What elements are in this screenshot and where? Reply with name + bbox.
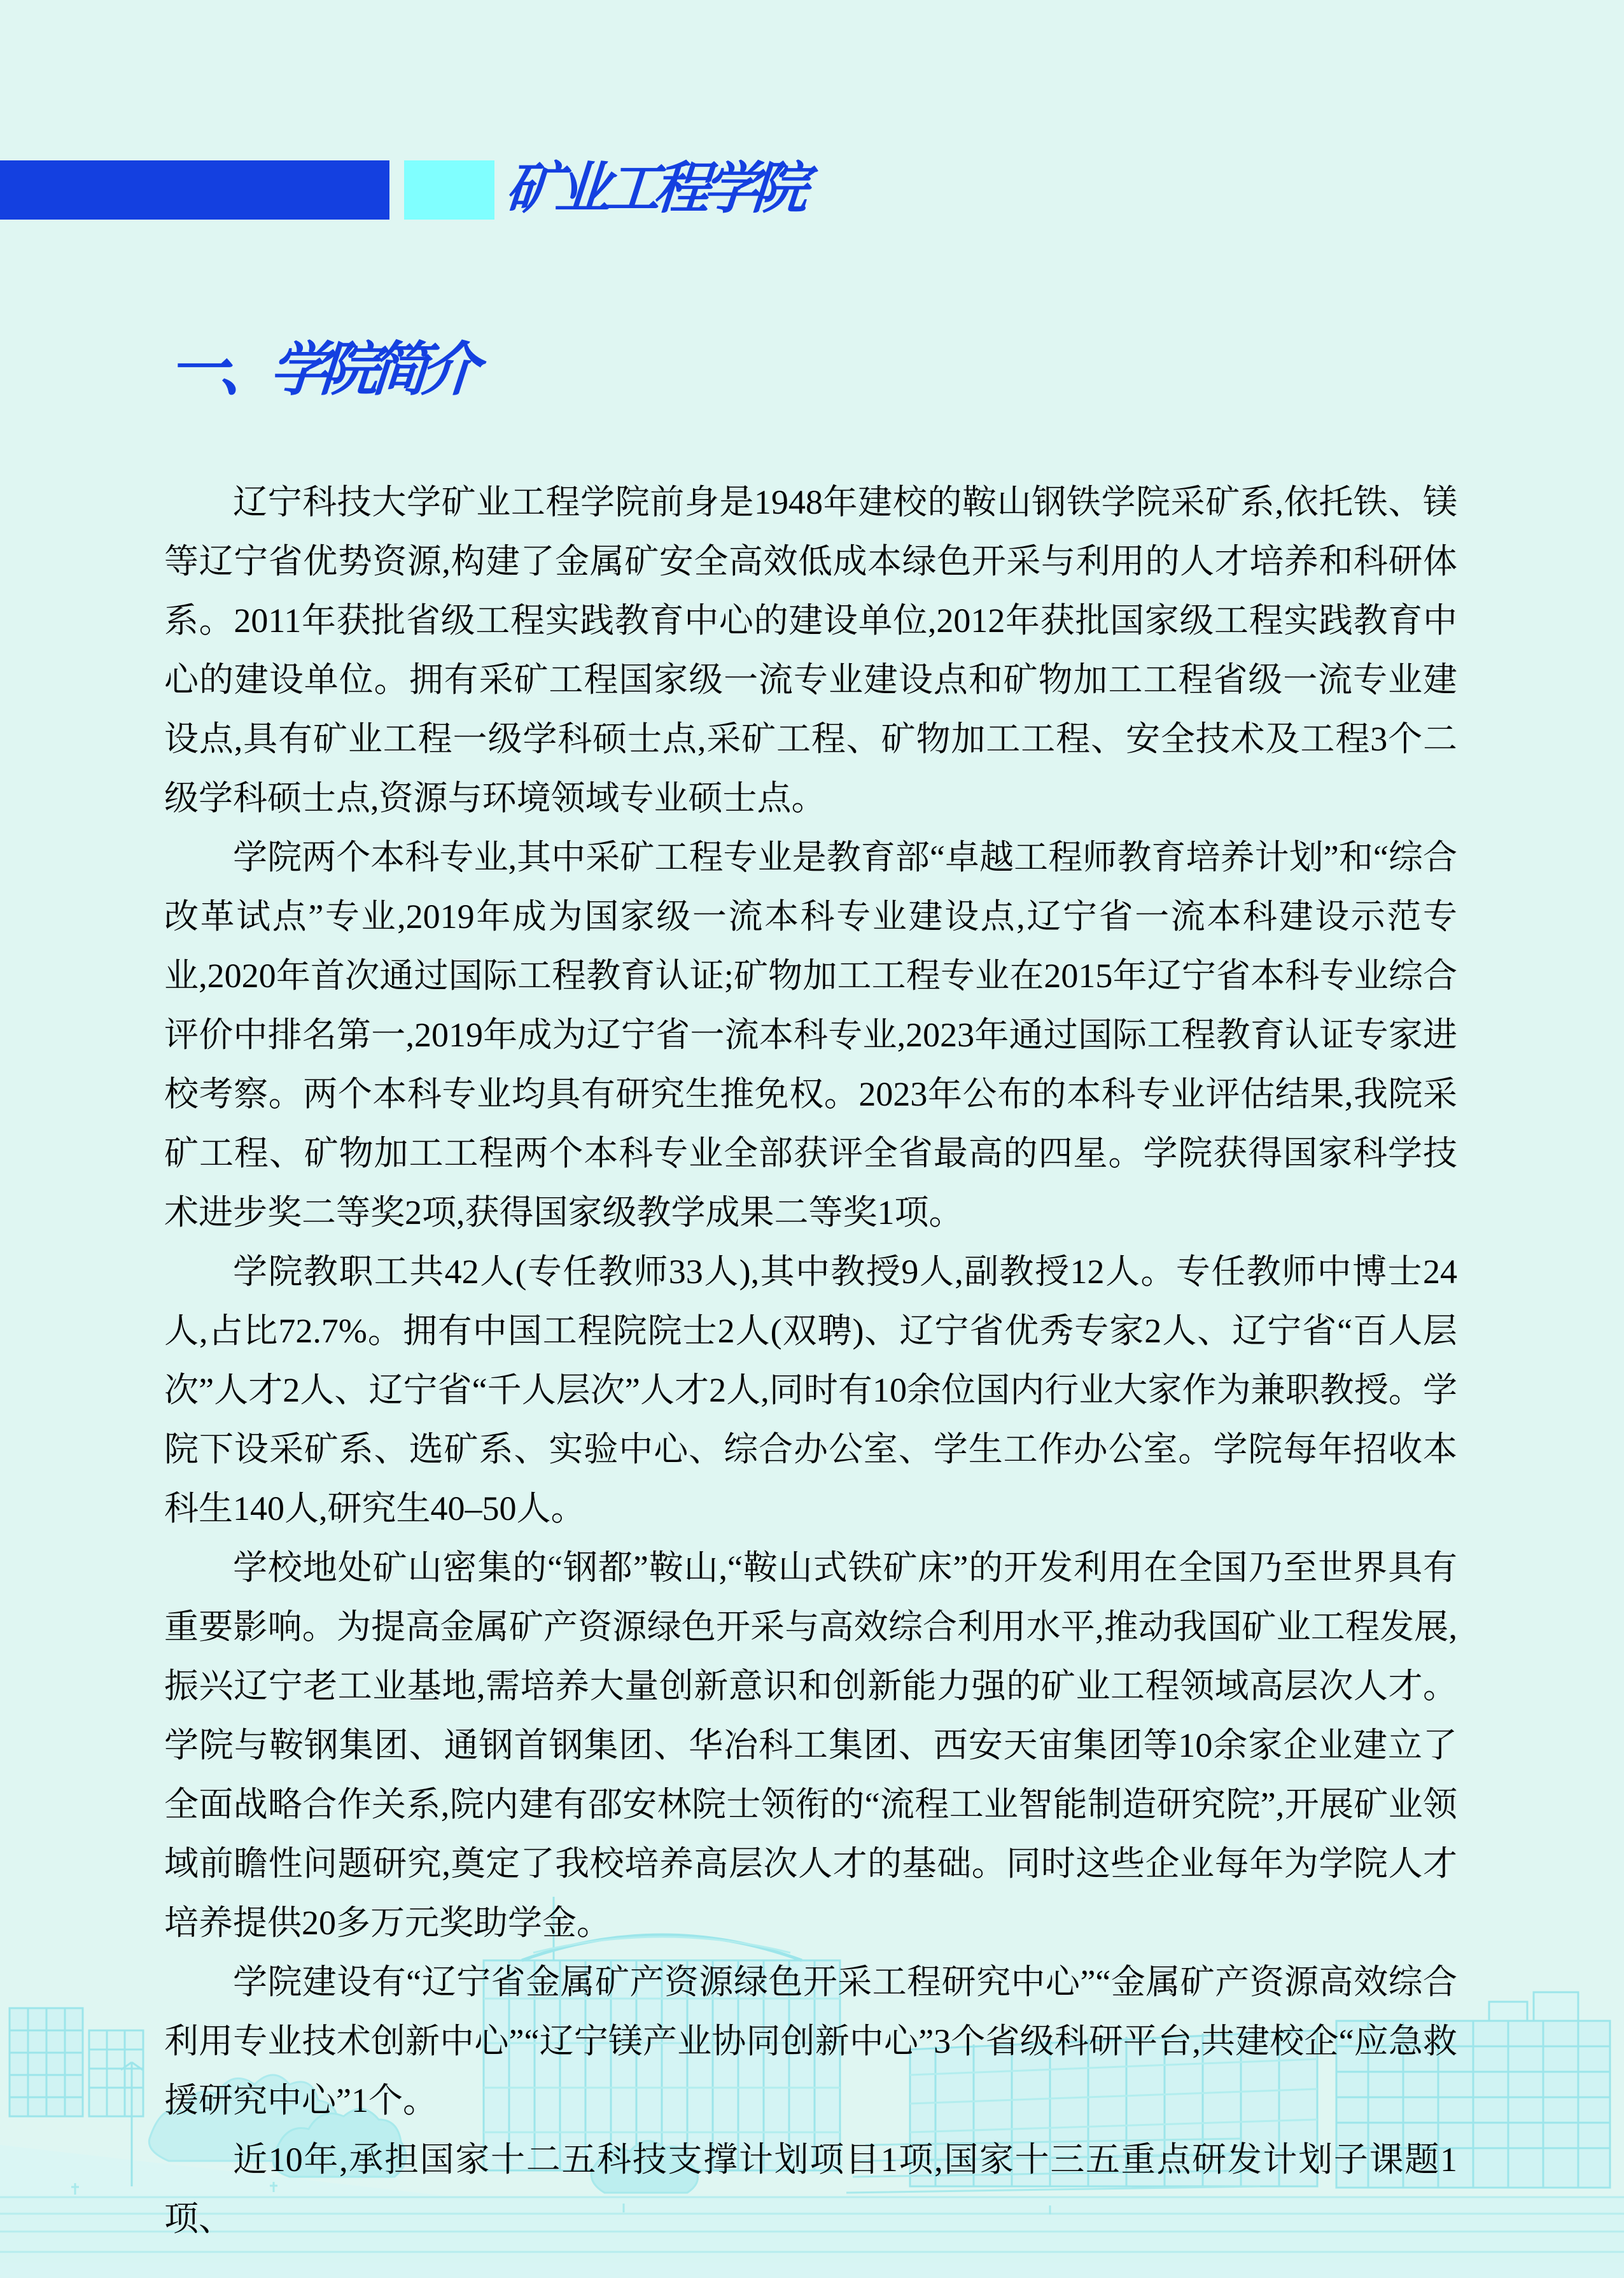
paragraph-location-cooperation: 学校地处矿山密集的“钢都”鞍山,“鞍山式铁矿床”的开发利用在全国乃至世界具有重要影响。为提高金属矿产资源绿色开采与高效综合利用水平,推动我国矿业工程发展,振兴辽宁老工业基地,需培养大量创新意识和创新能力强的矿业工程领域高层次人才。学院与鞍钢集团、通钢首钢集团、华冶科工集团、西安天宙集团等10余家企业建立了全面战略合作关系,院内建有邵安林院士领衔的“流程工业智能制造研究院”,开展矿业领域前瞻性问题研究,奠定了我校培养高层次人才的基础。同时这些企业每年为学院人才培养提供20多万元奖助学金。 (164, 1549, 1457, 1942)
body-text (164, 473, 1457, 2249)
college-title: 矿业工程学院 (503, 155, 804, 221)
paragraph-majors: 学院两个本科专业,其中采矿工程专业是教育部“卓越工程师教育培养计划”和“综合改革试点”专业,2019年成为国家级一流本科专业建设点,辽宁省一流本科建设示范专业,2020年首次通过国际工程教育认证;矿物加工工程专业在2015年辽宁省本科专业综合评价中排名第一,2019年成为辽宁省一流本科专业,2023年通过国际工程教育认证专家进校考察。两个本科专业均具有研究生推免权。2023年公布的本科专业评估结果,我院采矿工程、矿物加工工程两个本科专业全部获评全省最高的四星。学院获得国家科学技术进步奖二等奖2项,获得国家级教学成果二等奖1项。 (164, 838, 1457, 1232)
section-heading: 一、学院简介 (167, 335, 474, 404)
header-cyan-square (404, 160, 494, 220)
paragraph-platforms: 学院建设有“辽宁省金属矿产资源绿色开采工程研究中心”“金属矿产资源高效综合利用专业技术创新中心”“辽宁镁产业协同创新中心”3个省级科研平台,共建校企“应急救援研究中心”1个。 (164, 1963, 1457, 2120)
paragraph-faculty: 学院教职工共42人(专任教师33人),其中教授9人,副教授12人。专任教师中博士24人,占比72.7%。拥有中国工程院院士2人(双聘)、辽宁省优秀专家2人、辽宁省“百人层次”人才2人、辽宁省“千人层次”人才2人,同时有10余位国内行业大家作为兼职教授。学院下设采矿系、选矿系、实验中心、综合办公室、学生工作办公室。学院每年招收本科生140人,研究生40–50人。 (164, 1253, 1457, 1528)
paragraph-projects: 近10年,承担国家十二五科技支撑计划项目1项,国家十三五重点研发计划子课题1项、 (164, 2141, 1457, 2238)
header-blue-bar (0, 160, 389, 220)
paragraph-history: 辽宁科技大学矿业工程学院前身是1948年建校的鞍山钢铁学院采矿系,依托铁、镁等辽宁省优势资源,构建了金属矿安全高效低成本绿色开采与利用的人才培养和科研体系。2011年获批省级工程实践教育中心的建设单位,2012年获批国家级工程实践教育中心的建设单位。拥有采矿工程国家级一流专业建设点和矿物加工工程省级一流专业建设点,具有矿业工程一级学科硕士点,采矿工程、矿物加工工程、安全技术及工程3个二级学科硕士点,资源与环境领域专业硕士点。 (164, 483, 1457, 817)
